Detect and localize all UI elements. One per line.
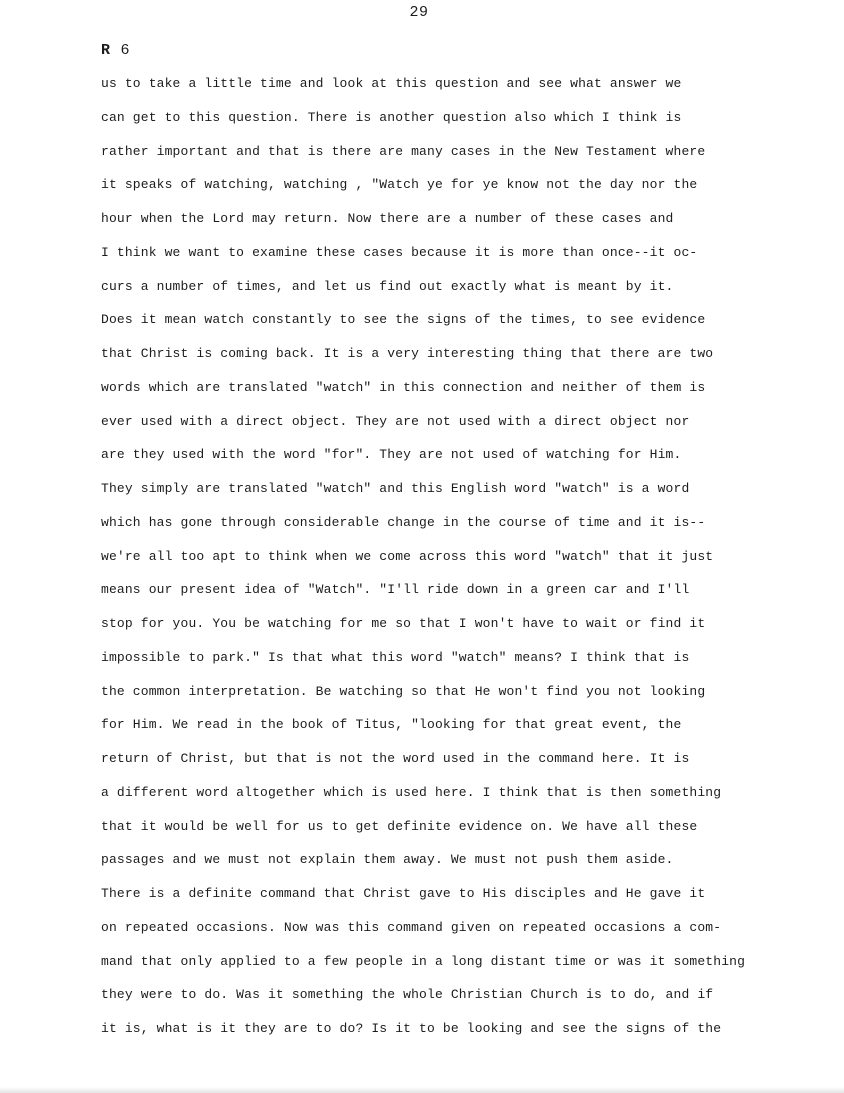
text-line: they were to do. Was it something the whole Christian Church is to do, and if	[101, 987, 714, 1003]
text-line: for Him. We read in the book of Titus, "looking for that great event, the	[101, 717, 682, 733]
text-line: words which are translated "watch" in this connection and neither of them is	[101, 379, 706, 395]
text-line: the common interpretation. Be watching so that He won't find you not looking	[101, 683, 706, 699]
text-line: it is, what is it they are to do? Is it to be looking and see the signs of the	[101, 1021, 722, 1036]
page-bottom-edge	[0, 1087, 844, 1093]
text-line: return of Christ, but that is not the word used in the command here. It is	[101, 751, 690, 766]
text-line: I think we want to examine these cases because it is more than once--it oc-	[101, 244, 698, 260]
text-line: passages and we must not explain them away. We must not push them aside.	[101, 852, 674, 868]
section-letter: R	[101, 42, 111, 59]
text-line: curs a number of times, and let us find out exactly what is meant by it.	[101, 278, 674, 294]
text-line: means our present idea of "Watch". "I'll ride down in a green car and I'll	[101, 582, 690, 598]
text-line: on repeated occasions. Now was this command given on repeated occasions a com-	[101, 919, 722, 935]
text-line: Does it mean watch constantly to see the signs of the times, to see evidence	[101, 312, 706, 328]
text-line: ever used with a direct object. They are not used with a direct object nor	[101, 413, 690, 429]
section-number: 6	[120, 42, 131, 59]
text-line: a different word altogether which is used here. I think that is then something	[101, 784, 722, 800]
text-line: mand that only applied to a few people in a long distant time or was it something	[101, 953, 746, 969]
text-line: we're all too apt to think when we come across this word "watch" that it just	[101, 548, 714, 564]
text-line: impossible to park." Is that what this word "watch" means? I think that is	[101, 649, 690, 665]
body-text	[101, 72, 801, 1051]
text-line: that it would be well for us to get definite evidence on. We have all these	[101, 818, 698, 834]
text-line: can get to this question. There is another question also which I think is	[101, 109, 682, 125]
text-line: stop for you. You be watching for me so that I won't have to wait or find it	[101, 616, 706, 631]
text-line: are they used with the word "for". They are not used of watching for Him.	[101, 447, 682, 463]
page-number: 29	[409, 4, 429, 21]
text-line: us to take a little time and look at this question and see what answer we	[101, 76, 682, 91]
text-line: There is a definite command that Christ gave to His disciples and He gave it	[101, 886, 706, 901]
text-line: hour when the Lord may return. Now there are a number of these cases and	[101, 211, 674, 226]
text-line: They simply are translated "watch" and this English word "watch" is a word	[101, 481, 690, 496]
text-line: it speaks of watching, watching , "Watch ye for ye know not the day nor the	[101, 177, 698, 193]
text-line: which has gone through considerable change in the course of time and it is--	[101, 514, 706, 530]
text-line: that Christ is coming back. It is a very interesting thing that there are two	[101, 346, 714, 361]
text-line: rather important and that is there are many cases in the New Testament where	[101, 143, 706, 159]
section-marker	[101, 42, 130, 59]
